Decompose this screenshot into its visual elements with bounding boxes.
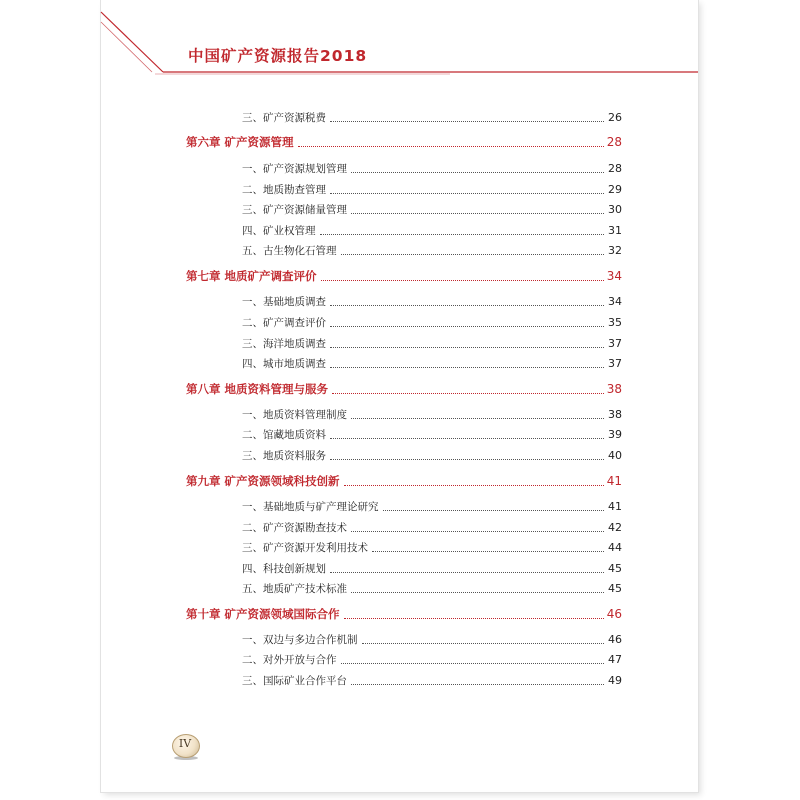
toc-page-number: 34 [606, 269, 622, 283]
toc-section-title: 一、基础地质调查 [242, 295, 326, 308]
toc-page-number: 47 [608, 652, 622, 666]
toc-section-row[interactable] [0, 291, 800, 311]
toc-section-title: 四、矿业权管理 [242, 224, 316, 237]
toc-leader-dots [351, 171, 604, 173]
toc-leader-dots [332, 392, 604, 394]
toc-section-row[interactable] [0, 158, 800, 178]
toc-leader-dots [351, 530, 604, 532]
toc-page-number: 34 [608, 294, 622, 308]
toc-page-number: 30 [608, 202, 622, 216]
toc-section-title: 三、国际矿业合作平台 [242, 674, 347, 687]
toc-section-title: 二、矿产调查评价 [242, 316, 326, 329]
toc-chapter-title: 第十章 矿产资源领域国际合作 [186, 607, 340, 621]
toc-leader-dots [330, 120, 604, 122]
toc-section-row[interactable] [0, 670, 800, 690]
toc-page-number: 39 [608, 427, 622, 441]
toc-leader-dots [351, 417, 604, 419]
toc-leader-dots [330, 346, 604, 348]
toc-page-number: 40 [608, 448, 622, 462]
toc-page-number: 42 [608, 520, 622, 534]
toc-leader-dots [320, 233, 604, 235]
page-number: IV [178, 737, 192, 750]
toc-section-title: 二、地质勘查管理 [242, 183, 326, 196]
toc-page-number: 38 [606, 382, 622, 396]
toc-section-row[interactable] [0, 629, 800, 649]
toc-section-title: 一、地质资料管理制度 [242, 408, 347, 421]
toc-section-title: 一、基础地质与矿产理论研究 [242, 500, 379, 513]
toc-page-number: 32 [608, 243, 622, 257]
toc-page-number: 46 [608, 632, 622, 646]
toc-section-title: 三、矿产资源开发利用技术 [242, 541, 368, 554]
toc-chapter-title: 第七章 地质矿产调查评价 [186, 269, 317, 283]
toc-page-number: 31 [608, 223, 622, 237]
toc-section-row[interactable] [0, 649, 800, 669]
toc-section-row[interactable] [0, 517, 800, 537]
toc-page-number: 44 [608, 540, 622, 554]
toc-page-number: 35 [608, 315, 622, 329]
toc-section-row[interactable] [0, 199, 800, 219]
toc-section-row[interactable] [0, 107, 800, 127]
toc-leader-dots [351, 591, 604, 593]
toc-section-row[interactable] [0, 179, 800, 199]
toc-section-title: 三、地质资料服务 [242, 449, 326, 462]
toc-section-title: 三、矿产资源税费 [242, 111, 326, 124]
toc-leader-dots [351, 683, 604, 685]
toc-section-row[interactable] [0, 424, 800, 444]
toc-chapter-row[interactable] [0, 132, 800, 152]
toc-section-title: 二、矿产资源勘查技术 [242, 521, 347, 534]
toc-section-row[interactable] [0, 537, 800, 557]
toc-section-title: 五、古生物化石管理 [242, 244, 337, 257]
toc-page-number: 46 [606, 607, 622, 621]
toc-page-number: 26 [608, 110, 622, 124]
toc-leader-dots [383, 509, 604, 511]
toc-leader-dots [330, 437, 604, 439]
toc-section-title: 二、馆藏地质资料 [242, 428, 326, 441]
toc-page-number: 45 [608, 561, 622, 575]
toc-leader-dots [330, 304, 604, 306]
toc-page-number: 29 [608, 182, 622, 196]
page-number-badge [172, 734, 200, 760]
toc-chapter-row[interactable] [0, 604, 800, 624]
toc-leader-dots [341, 662, 604, 664]
toc-section-row[interactable] [0, 220, 800, 240]
toc-page-number: 37 [608, 356, 622, 370]
toc-section-row[interactable] [0, 312, 800, 332]
toc-leader-dots [372, 550, 604, 552]
toc-section-row[interactable] [0, 558, 800, 578]
toc-page-number: 49 [608, 673, 622, 687]
toc-section-title: 四、科技创新规划 [242, 562, 326, 575]
toc-section-row[interactable] [0, 353, 800, 373]
toc-leader-dots [330, 192, 604, 194]
toc-section-title: 一、双边与多边合作机制 [242, 633, 358, 646]
toc-page-number: 41 [606, 474, 622, 488]
toc-leader-dots [330, 571, 604, 573]
toc-leader-dots [344, 617, 604, 619]
toc-section-row[interactable] [0, 333, 800, 353]
toc-section-title: 一、矿产资源规划管理 [242, 162, 347, 175]
toc-leader-dots [330, 458, 604, 460]
toc-leader-dots [362, 642, 604, 644]
toc-leader-dots [351, 212, 604, 214]
toc-chapter-row[interactable] [0, 266, 800, 286]
toc-chapter-title: 第九章 矿产资源领域科技创新 [186, 474, 340, 488]
toc-section-title: 三、矿产资源储量管理 [242, 203, 347, 216]
toc-page-number: 41 [608, 499, 622, 513]
toc-leader-dots [344, 484, 604, 486]
toc-page-number: 45 [608, 581, 622, 595]
toc-section-title: 五、地质矿产技术标准 [242, 582, 347, 595]
toc-page-number: 38 [608, 407, 622, 421]
toc-leader-dots [341, 253, 604, 255]
toc-leader-dots [330, 325, 604, 327]
toc-page-number: 28 [608, 161, 622, 175]
toc-page-number: 28 [606, 135, 622, 149]
toc-section-title: 三、海洋地质调查 [242, 337, 326, 350]
toc-chapter-title: 第六章 矿产资源管理 [186, 135, 294, 149]
toc-section-title: 二、对外开放与合作 [242, 653, 337, 666]
toc-section-row[interactable] [0, 445, 800, 465]
toc-section-row[interactable] [0, 404, 800, 424]
book-title: 中国矿产资源报告2018 [188, 47, 368, 65]
toc-page-number: 37 [608, 336, 622, 350]
toc-chapter-row[interactable] [0, 379, 800, 399]
toc-section-row[interactable] [0, 240, 800, 260]
toc-leader-dots [321, 279, 604, 281]
toc-section-row[interactable] [0, 496, 800, 516]
toc-chapter-row[interactable] [0, 471, 800, 491]
toc-section-row[interactable] [0, 578, 800, 598]
toc-chapter-title: 第八章 地质资料管理与服务 [186, 382, 329, 396]
toc-leader-dots [298, 145, 604, 147]
toc-section-title: 四、城市地质调查 [242, 357, 326, 370]
toc-leader-dots [330, 366, 604, 368]
